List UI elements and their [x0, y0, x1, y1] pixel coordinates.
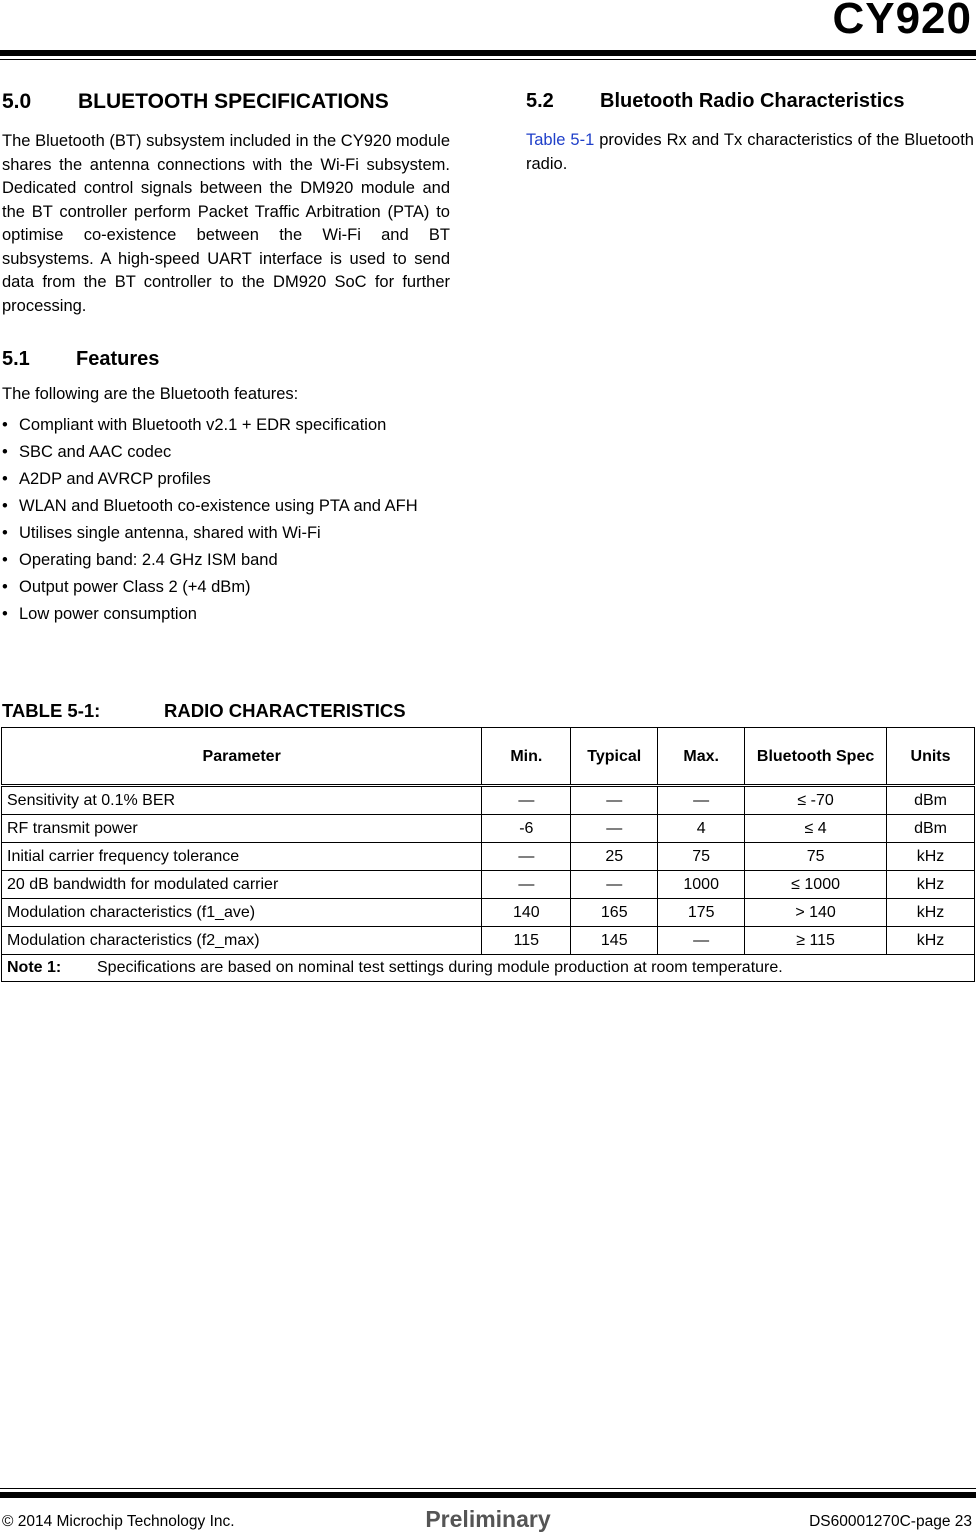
note-text: Specifications are based on nominal test settings during module production at room temperature.: [97, 959, 783, 976]
note-label: Note 1:: [7, 959, 62, 976]
table-cell: —: [658, 786, 745, 815]
section-heading-5-1: [2, 348, 450, 371]
table-cell: Modulation characteristics (f1_ave): [2, 899, 482, 927]
table-cell: —: [571, 786, 658, 815]
list-item: • SBC and AAC codec: [2, 441, 422, 464]
table-row: [2, 843, 975, 871]
table-cell: 20 dB bandwidth for modulated carrier: [2, 871, 482, 899]
table-header-row: [2, 728, 975, 786]
subsection-number: 5.1: [2, 348, 30, 370]
footer-rule-thick: [0, 1492, 976, 1498]
document-title: CY920: [832, 0, 972, 43]
footer-doc-id: DS60001270C-page 23: [809, 1513, 972, 1530]
table-cell: Sensitivity at 0.1% BER: [2, 786, 482, 815]
radio-characteristics-table: [1, 727, 975, 982]
table-row: [2, 927, 975, 955]
intro-paragraph: The Bluetooth (BT) subsystem included in the CY920 module shares the antenna connections with the Wi-Fi subsystem. Dedicated control signals between the DM920 module and the BT controller perform Packet Traffic Arbitration (PTA) to optimise co-existence between the Wi-Fi and BT subsystems. A high-speed UART interface is used to send data from the BT controller to the DM920 SoC for further processing.: [2, 132, 450, 315]
table-caption: [2, 700, 406, 722]
section-heading-5-0: [2, 90, 450, 114]
table-cell: —: [482, 871, 571, 899]
table-cell: 115: [482, 927, 571, 955]
table-cell: ≤ 4: [745, 815, 887, 843]
table-cell: —: [571, 815, 658, 843]
table-cell: 1000: [658, 871, 745, 899]
table-caption-title: RADIO CHARACTERISTICS: [164, 700, 406, 721]
table-cell: —: [571, 871, 658, 899]
table-caption-label: TABLE 5-1:: [2, 700, 101, 721]
subsection-number: 5.2: [526, 90, 554, 112]
table-cross-reference-link[interactable]: Table 5-1: [526, 131, 595, 149]
left-column: [2, 90, 450, 630]
right-column: [526, 90, 974, 176]
list-item: • WLAN and Bluetooth co-existence using PTA and AFH: [2, 495, 422, 518]
features-list: [2, 414, 422, 626]
table-cell: kHz: [887, 843, 975, 871]
section-heading-5-2: [526, 90, 974, 113]
footer-copyright: © 2014 Microchip Technology Inc.: [2, 1513, 235, 1530]
table-cell: ≤ -70: [745, 786, 887, 815]
table-cell: kHz: [887, 871, 975, 899]
column-header: Typical: [571, 728, 658, 786]
table-cell: 165: [571, 899, 658, 927]
list-item: • Output power Class 2 (+4 dBm): [2, 576, 422, 599]
table-row: [2, 815, 975, 843]
column-header: Bluetooth Spec: [745, 728, 887, 786]
table-cell: kHz: [887, 899, 975, 927]
table-cell: ≥ 115: [745, 927, 887, 955]
table-cell: ≤ 1000: [745, 871, 887, 899]
table-cell: > 140: [745, 899, 887, 927]
footer-status: Preliminary: [425, 1506, 551, 1532]
radio-intro-paragraph: [526, 129, 974, 176]
table-cell: —: [482, 843, 571, 871]
table-cell: dBm: [887, 786, 975, 815]
table-row: [2, 899, 975, 927]
table-cell: 75: [658, 843, 745, 871]
column-header: Units: [887, 728, 975, 786]
table-row: [2, 871, 975, 899]
table-cell: 140: [482, 899, 571, 927]
header-rule-thin: [0, 59, 976, 60]
list-item: • Operating band: 2.4 GHz ISM band: [2, 549, 422, 572]
table-note-row: [2, 955, 975, 982]
table-cell: 4: [658, 815, 745, 843]
table-cell: Modulation characteristics (f2_max): [2, 927, 482, 955]
table-cell: 145: [571, 927, 658, 955]
column-header: Parameter: [2, 728, 482, 786]
table-cell: RF transmit power: [2, 815, 482, 843]
column-header: Min.: [482, 728, 571, 786]
table-cell: dBm: [887, 815, 975, 843]
radio-intro-text: provides Rx and Tx characteristics of the Bluetooth radio.: [526, 131, 974, 173]
table-cell: Initial carrier frequency tolerance: [2, 843, 482, 871]
list-item: • Low power consumption: [2, 603, 422, 626]
table-cell: 25: [571, 843, 658, 871]
list-item: • Compliant with Bluetooth v2.1 + EDR specification: [2, 414, 422, 437]
list-item: • A2DP and AVRCP profiles: [2, 468, 422, 491]
table-cell: —: [482, 786, 571, 815]
table-note: [2, 955, 975, 982]
subsection-title: Features: [76, 348, 160, 370]
table-cell: 175: [658, 899, 745, 927]
header-rule-thick: [0, 50, 976, 56]
footer-rule-thin: [0, 1488, 976, 1489]
table-cell: -6: [482, 815, 571, 843]
subsection-title: Bluetooth Radio Characteristics: [600, 90, 905, 112]
column-header: Max.: [658, 728, 745, 786]
section-number: 5.0: [2, 90, 32, 113]
list-item: • Utilises single antenna, shared with Wi-Fi: [2, 522, 422, 545]
table-cell: kHz: [887, 927, 975, 955]
table-cell: 75: [745, 843, 887, 871]
features-lead: The following are the Bluetooth features:: [2, 385, 299, 403]
table-cell: —: [658, 927, 745, 955]
table-row: [2, 786, 975, 815]
section-title: BLUETOOTH SPECIFICATIONS: [78, 90, 389, 113]
